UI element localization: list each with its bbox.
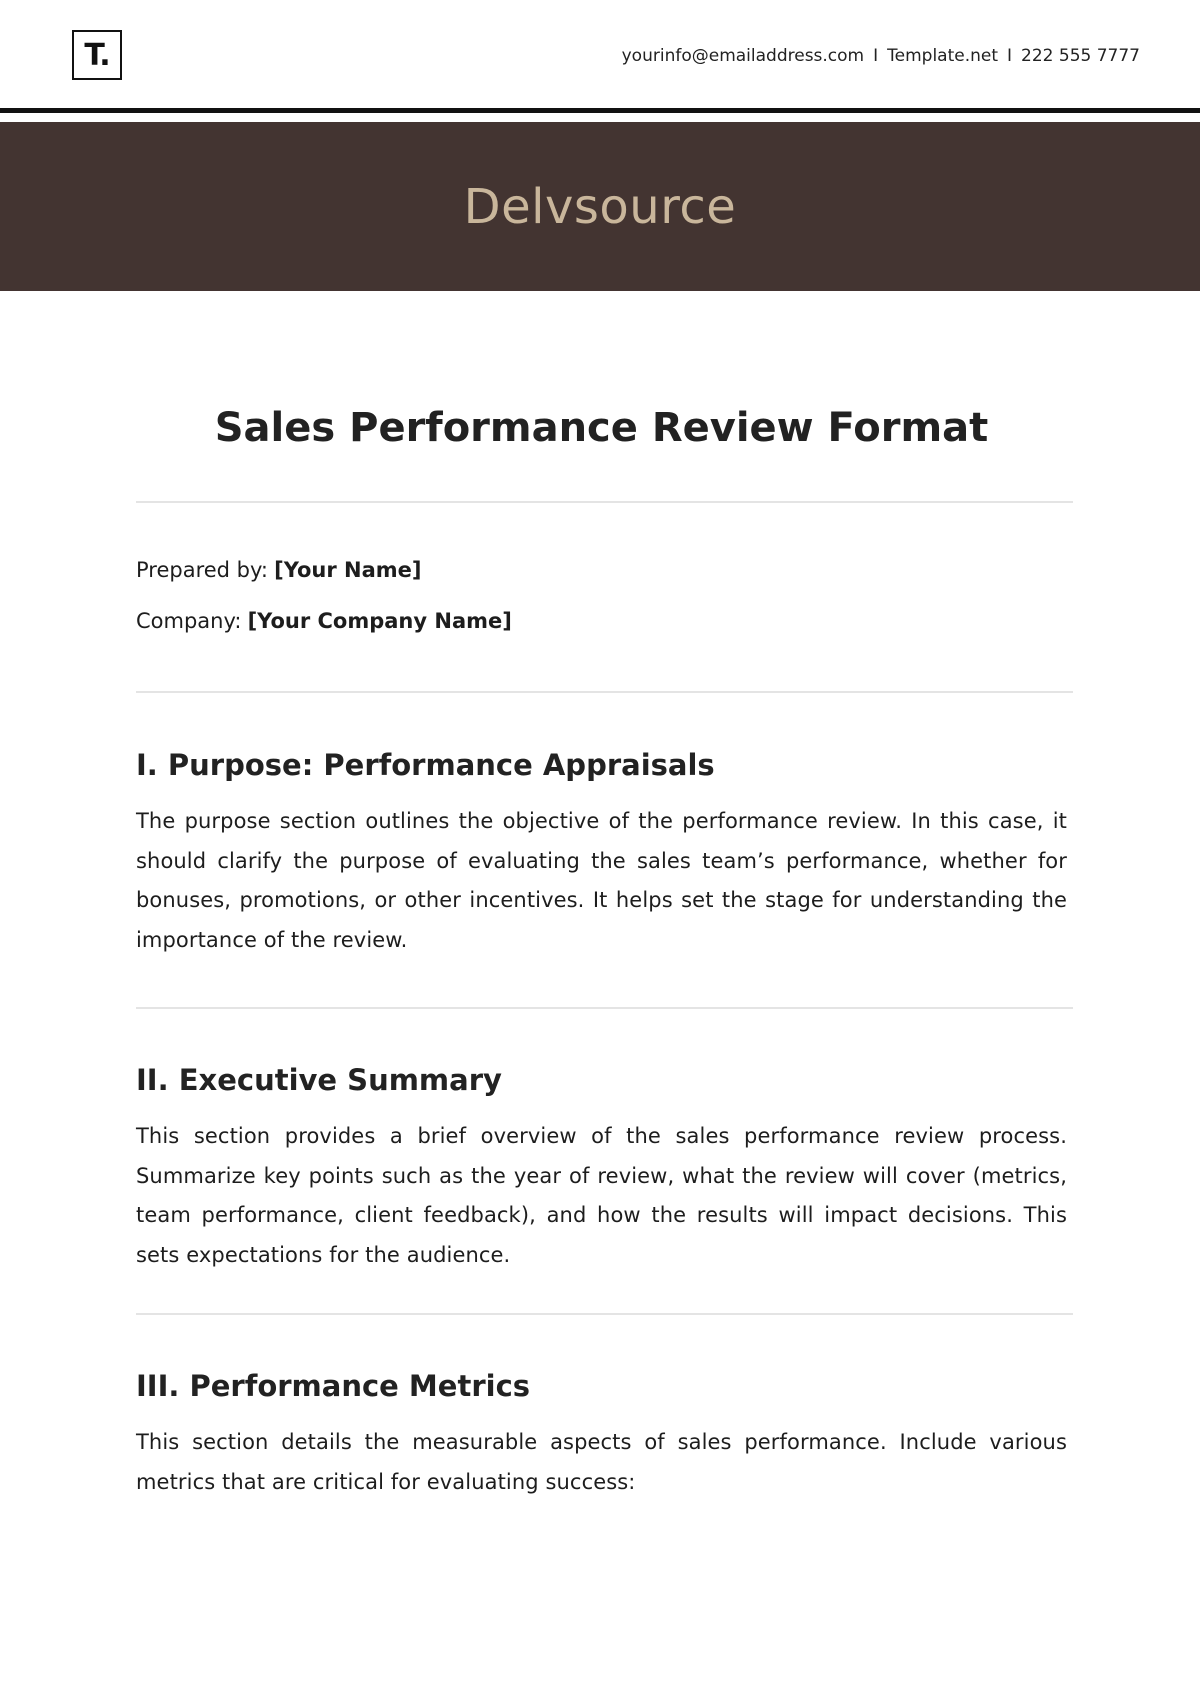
prepared-by-line (136, 557, 1067, 583)
header-divider (0, 108, 1200, 113)
section-body: This section provides a brief overview of the sales performance review process. Summarize key points such as the year of review, what the review will cover (metrics, team performance, client feedback), and how the results will impact decisions. This sets expectations for the audience. (136, 1124, 1067, 1267)
divider (136, 1007, 1073, 1009)
section-body: This section details the measurable aspects of sales performance. Include various metrics that are critical for evaluating success: (136, 1430, 1067, 1494)
section-heading: II. Executive Summary (136, 1063, 502, 1097)
document-title: Sales Performance Review Format (214, 405, 989, 451)
section-heading: III. Performance Metrics (136, 1369, 531, 1403)
contact-website: Template.net (887, 46, 999, 66)
section-heading: I. Purpose: Performance Appraisals (136, 748, 715, 782)
section-purpose (136, 747, 1067, 960)
company-name: Delvsource (463, 178, 737, 235)
section-body: The purpose section outlines the objective of the performance review. In this case, it should clarify the purpose of evaluating the sales team’s performance, whether for bonuses, promotions, or other incentives. It helps set the stage for understanding the importance of the review. (136, 809, 1067, 952)
document-content (136, 398, 1067, 1502)
company-label: Company: (136, 609, 242, 633)
contact-info (622, 46, 1140, 66)
company-banner (0, 122, 1200, 291)
page-header (0, 0, 1200, 108)
section-executive-summary (136, 1062, 1067, 1275)
contact-email: yourinfo@emailaddress.com (621, 46, 865, 66)
prepared-by-value: [Your Name] (274, 558, 422, 582)
company-line (136, 608, 1067, 634)
section-performance-metrics (136, 1368, 1067, 1502)
contact-phone: 222 555 7777 (1021, 46, 1140, 66)
prepared-by-label: Prepared by: (136, 558, 268, 582)
contact-separator: I (1007, 46, 1013, 66)
contact-separator: I (873, 46, 879, 66)
divider (136, 501, 1073, 503)
divider (136, 691, 1073, 693)
company-value: [Your Company Name] (247, 609, 512, 633)
template-logo: T. (72, 30, 122, 80)
divider (136, 1313, 1073, 1315)
